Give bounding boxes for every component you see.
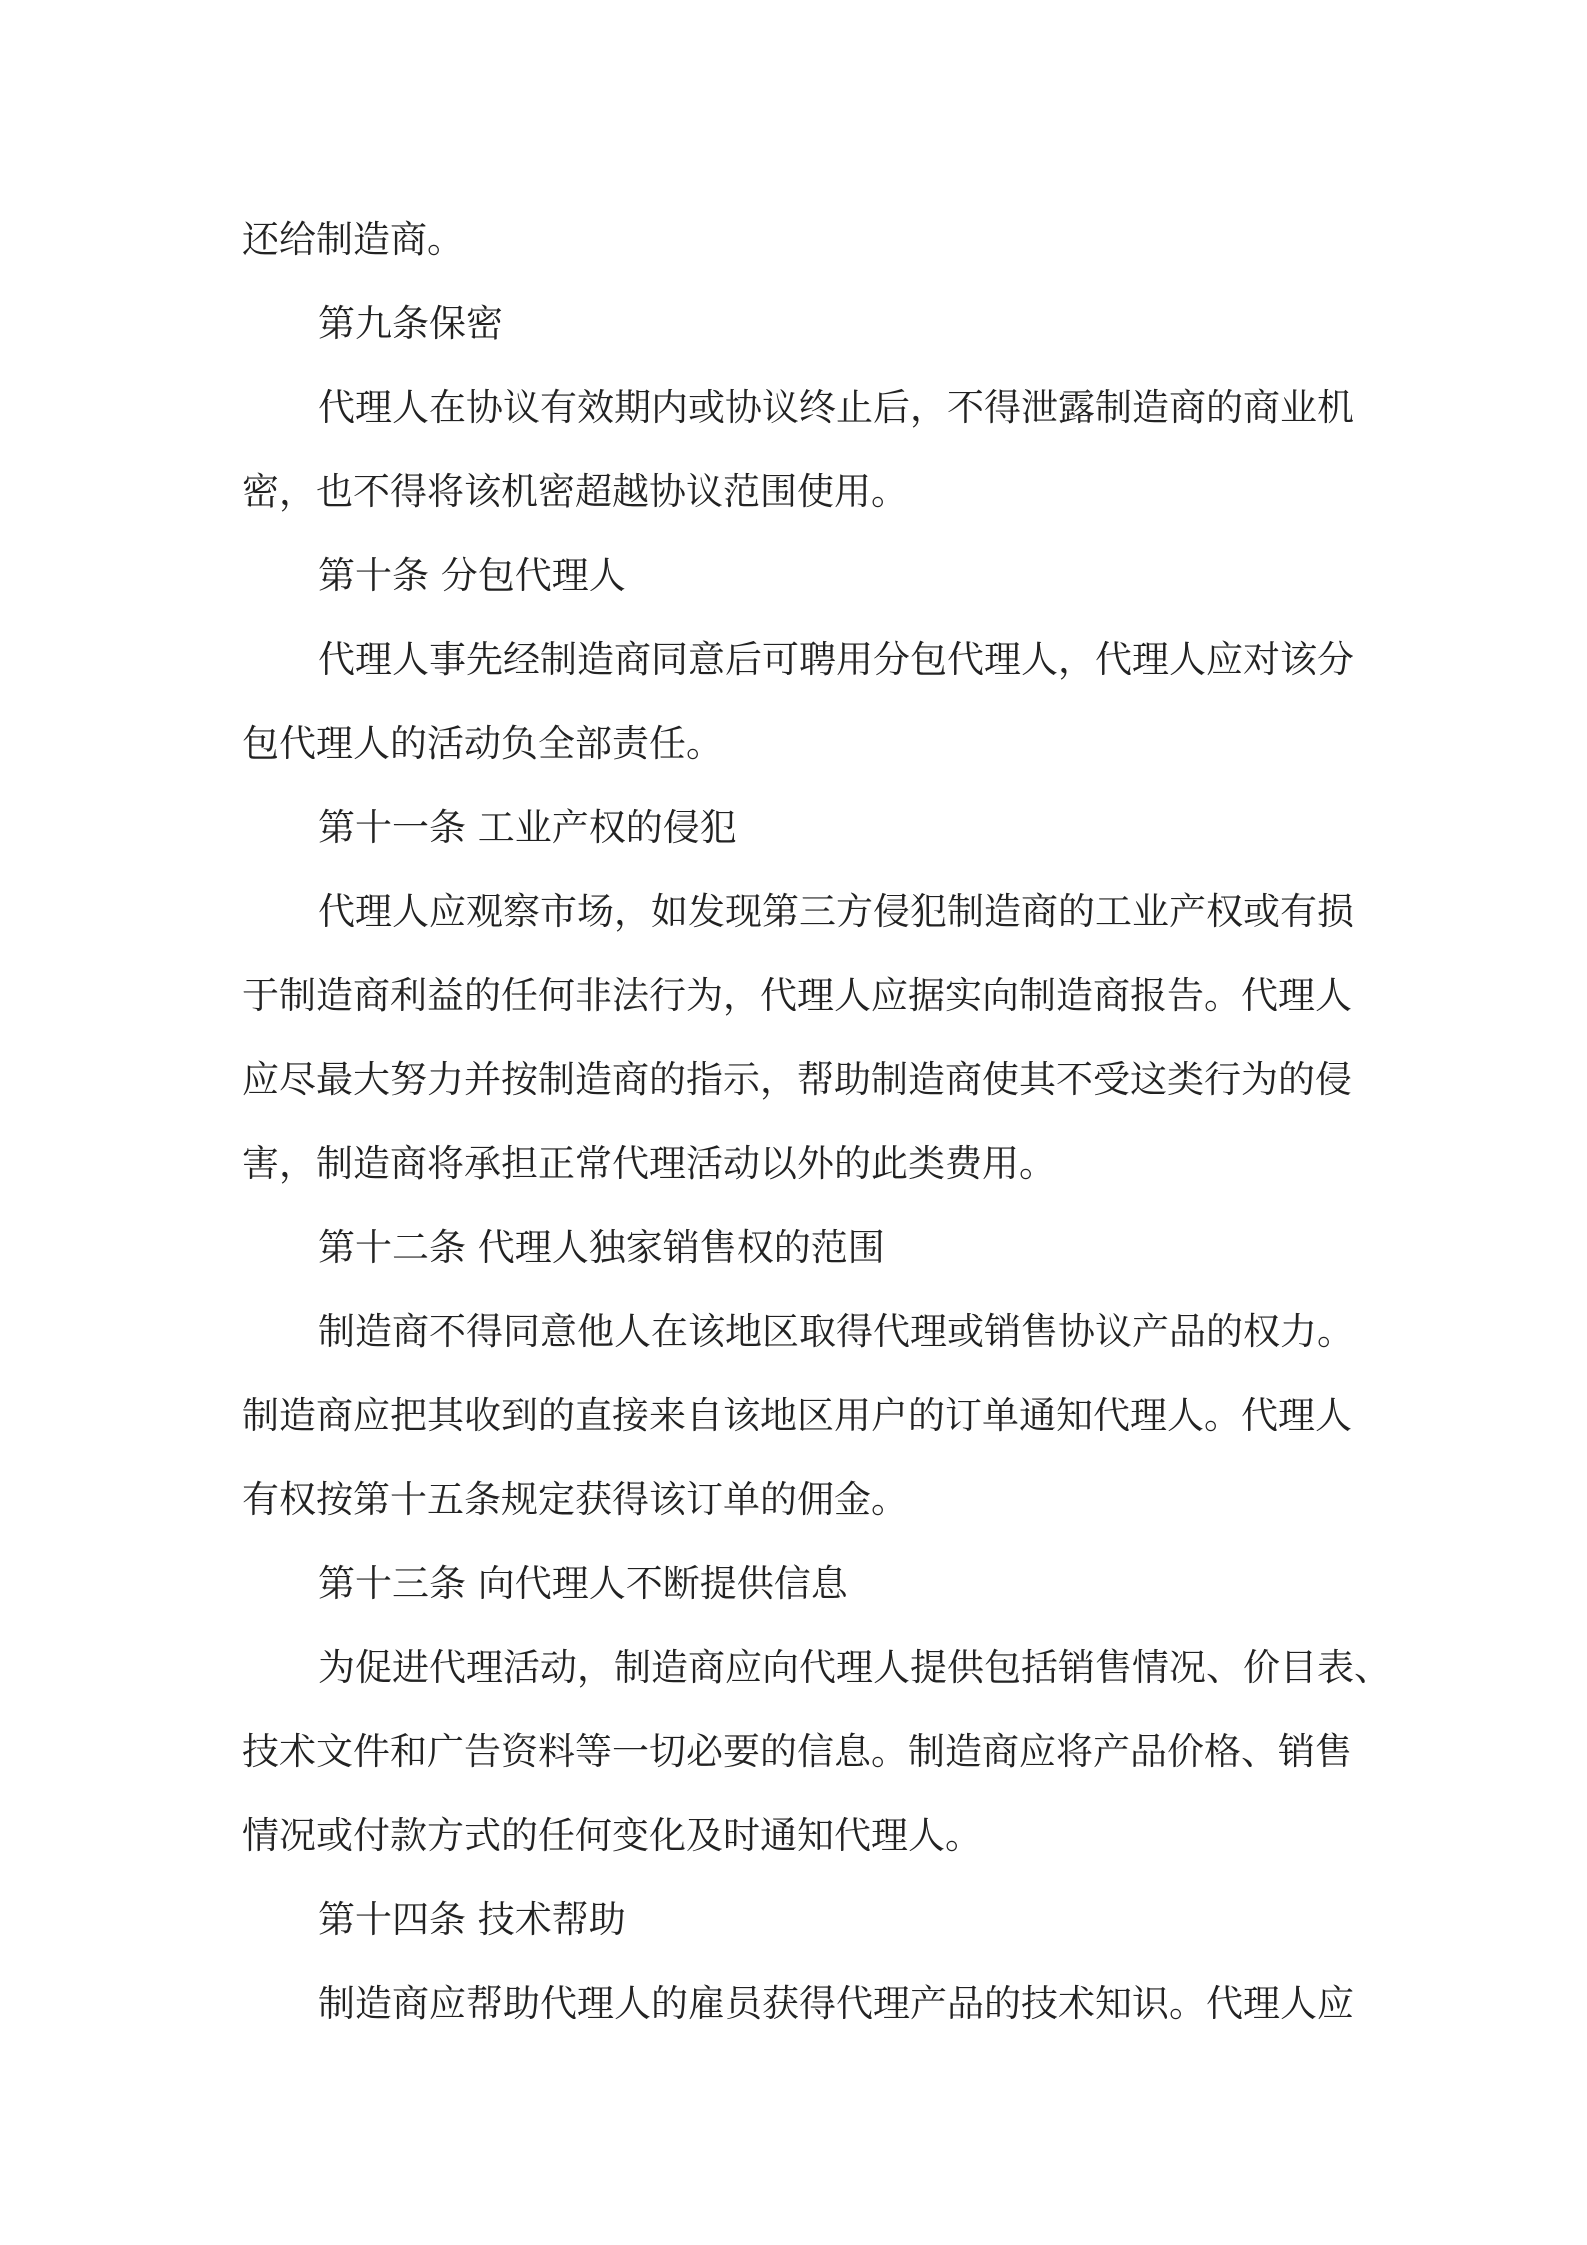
article-heading: 第十一条 工业产权的侵犯 (318, 806, 737, 849)
body-line: 应尽最大努力并按制造商的指示，帮助制造商使其不受这类行为的侵 (242, 1058, 1352, 1101)
body-line: 为促进代理活动，制造商应向代理人提供包括销售情况、价目表、 (318, 1646, 1391, 1689)
body-line: 代理人在协议有效期内或协议终止后，不得泄露制造商的商业机 (318, 386, 1354, 429)
body-line: 制造商应帮助代理人的雇员获得代理产品的技术知识。代理人应 (318, 1982, 1354, 2025)
body-line: 害，制造商将承担正常代理活动以外的此类费用。 (242, 1142, 1056, 1185)
body-line: 密，也不得将该机密超越协议范围使用。 (242, 470, 908, 513)
body-line: 于制造商利益的任何非法行为，代理人应据实向制造商报告。代理人 (242, 974, 1352, 1017)
body-line: 技术文件和广告资料等一切必要的信息。制造商应将产品价格、销售 (242, 1730, 1352, 1773)
article-heading: 第十四条 技术帮助 (318, 1898, 626, 1941)
body-line: 有权按第十五条规定获得该订单的佣金。 (242, 1478, 908, 1521)
body-line: 包代理人的活动负全部责任。 (242, 722, 723, 765)
body-line: 代理人应观察市场，如发现第三方侵犯制造商的工业产权或有损 (318, 890, 1354, 933)
body-line: 情况或付款方式的任何变化及时通知代理人。 (242, 1814, 982, 1857)
body-line: 制造商不得同意他人在该地区取得代理或销售协议产品的权力。 (318, 1310, 1354, 1353)
article-heading: 第十三条 向代理人不断提供信息 (318, 1562, 848, 1605)
article-heading: 第九条保密 (318, 302, 503, 345)
body-line: 代理人事先经制造商同意后可聘用分包代理人，代理人应对该分 (318, 638, 1354, 681)
body-line: 制造商应把其收到的直接来自该地区用户的订单通知代理人。代理人 (242, 1394, 1352, 1437)
body-line: 还给制造商。 (242, 218, 464, 261)
article-heading: 第十条 分包代理人 (318, 554, 626, 597)
document-body (242, 198, 1391, 2046)
article-heading: 第十二条 代理人独家销售权的范围 (318, 1226, 885, 1269)
